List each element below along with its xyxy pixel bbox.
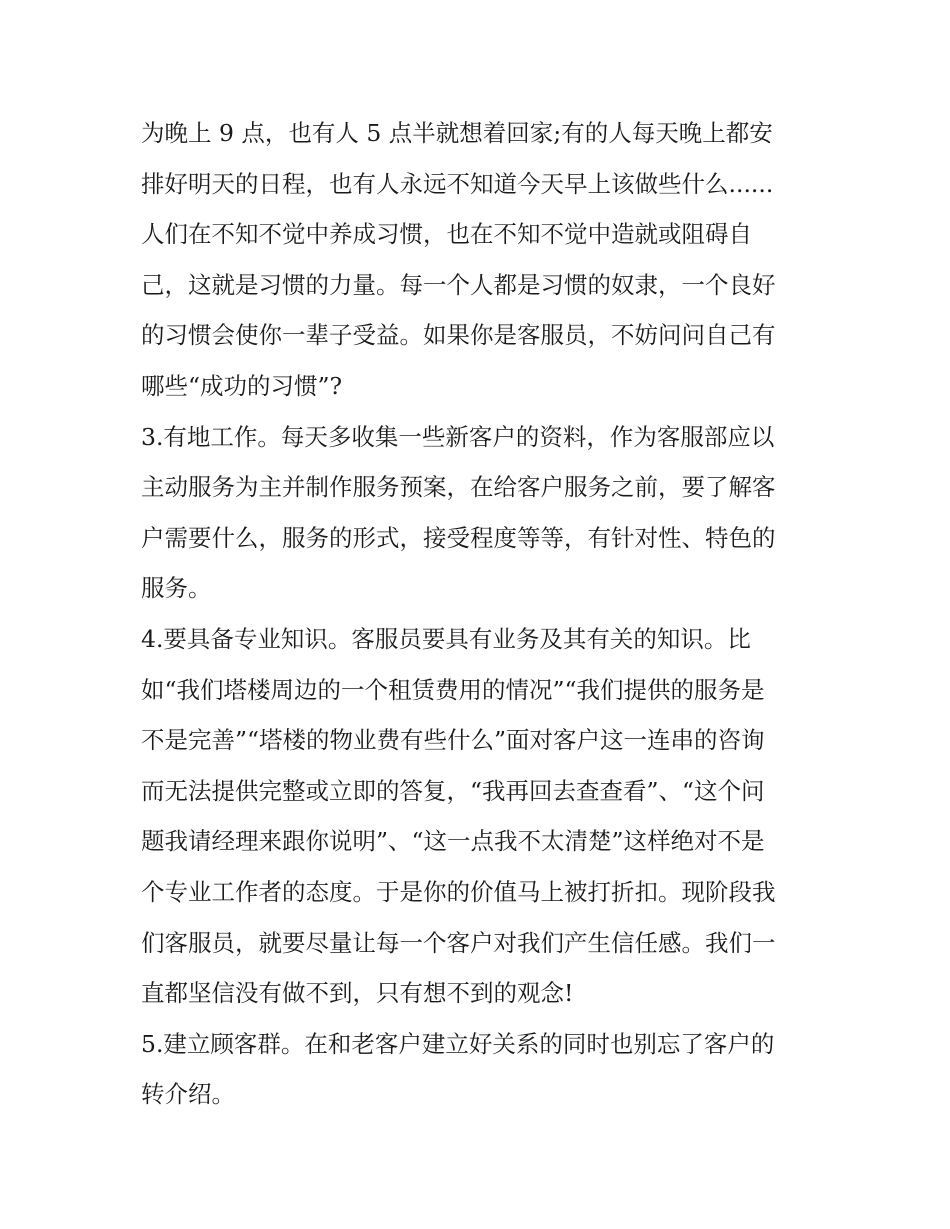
text-line: 转介绍。 [141, 1080, 235, 1109]
text-line: 人们在不知不觉中养成习惯，也在不知不觉中造就或阻碍自 [141, 220, 752, 249]
text-line: 个专业工作者的态度。于是你的价值马上被打折扣。现阶段我 [141, 877, 776, 906]
text-line: 己，这就是习惯的力量。每一个人都是习惯的奴隶，一个良好 [141, 270, 776, 299]
text-line: 服务。 [141, 574, 212, 603]
text-line: 3.有地工作。每天多收集一些新客户的资料，作为客服部应以 [141, 422, 775, 451]
text-line: 为晚上 9 点，也有人 5 点半就想着回家;有的人每天晚上都安 [141, 119, 773, 147]
text-line: 哪些“成功的习惯”? [141, 371, 343, 400]
text-line: 们客服员，就要尽量让每一个客户对我们产生信任感。我们一 [141, 928, 776, 957]
text-line: 5.建立顾客群。在和老客户建立好关系的同时也别忘了客户的 [141, 1029, 775, 1058]
text-line: 题我请经理来跟你说明”、“这一点我不太清楚”这样绝对不是 [141, 827, 765, 856]
text-line: 4.要具备专业知识。客服员要具有业务及其有关的知识。比 [141, 624, 751, 653]
text-line: 的习惯会使你一辈子受益。如果你是客服员，不妨问问自己有 [141, 321, 776, 350]
text-line: 不是完善”“塔楼的物业费有些什么”面对客户这一连串的咨询 [141, 726, 765, 755]
text-line: 排好明天的日程，也有人永远不知道今天早上该做些什么...... [141, 169, 774, 198]
text-line: 而无法提供完整或立即的答复，“我再回去查查看”、“这个问 [141, 776, 765, 805]
text-line: 直都坚信没有做不到，只有想不到的观念! [141, 979, 574, 1008]
document-body [141, 108, 813, 1120]
text-line: 户需要什么，服务的形式，接受程度等等，有针对性、特色的 [141, 523, 776, 552]
text-line: 主动服务为主并制作服务预案，在给客户服务之前，要了解客 [141, 473, 776, 502]
text-line: 如“我们塔楼周边的一个租赁费用的情况”“我们提供的服务是 [141, 675, 765, 704]
